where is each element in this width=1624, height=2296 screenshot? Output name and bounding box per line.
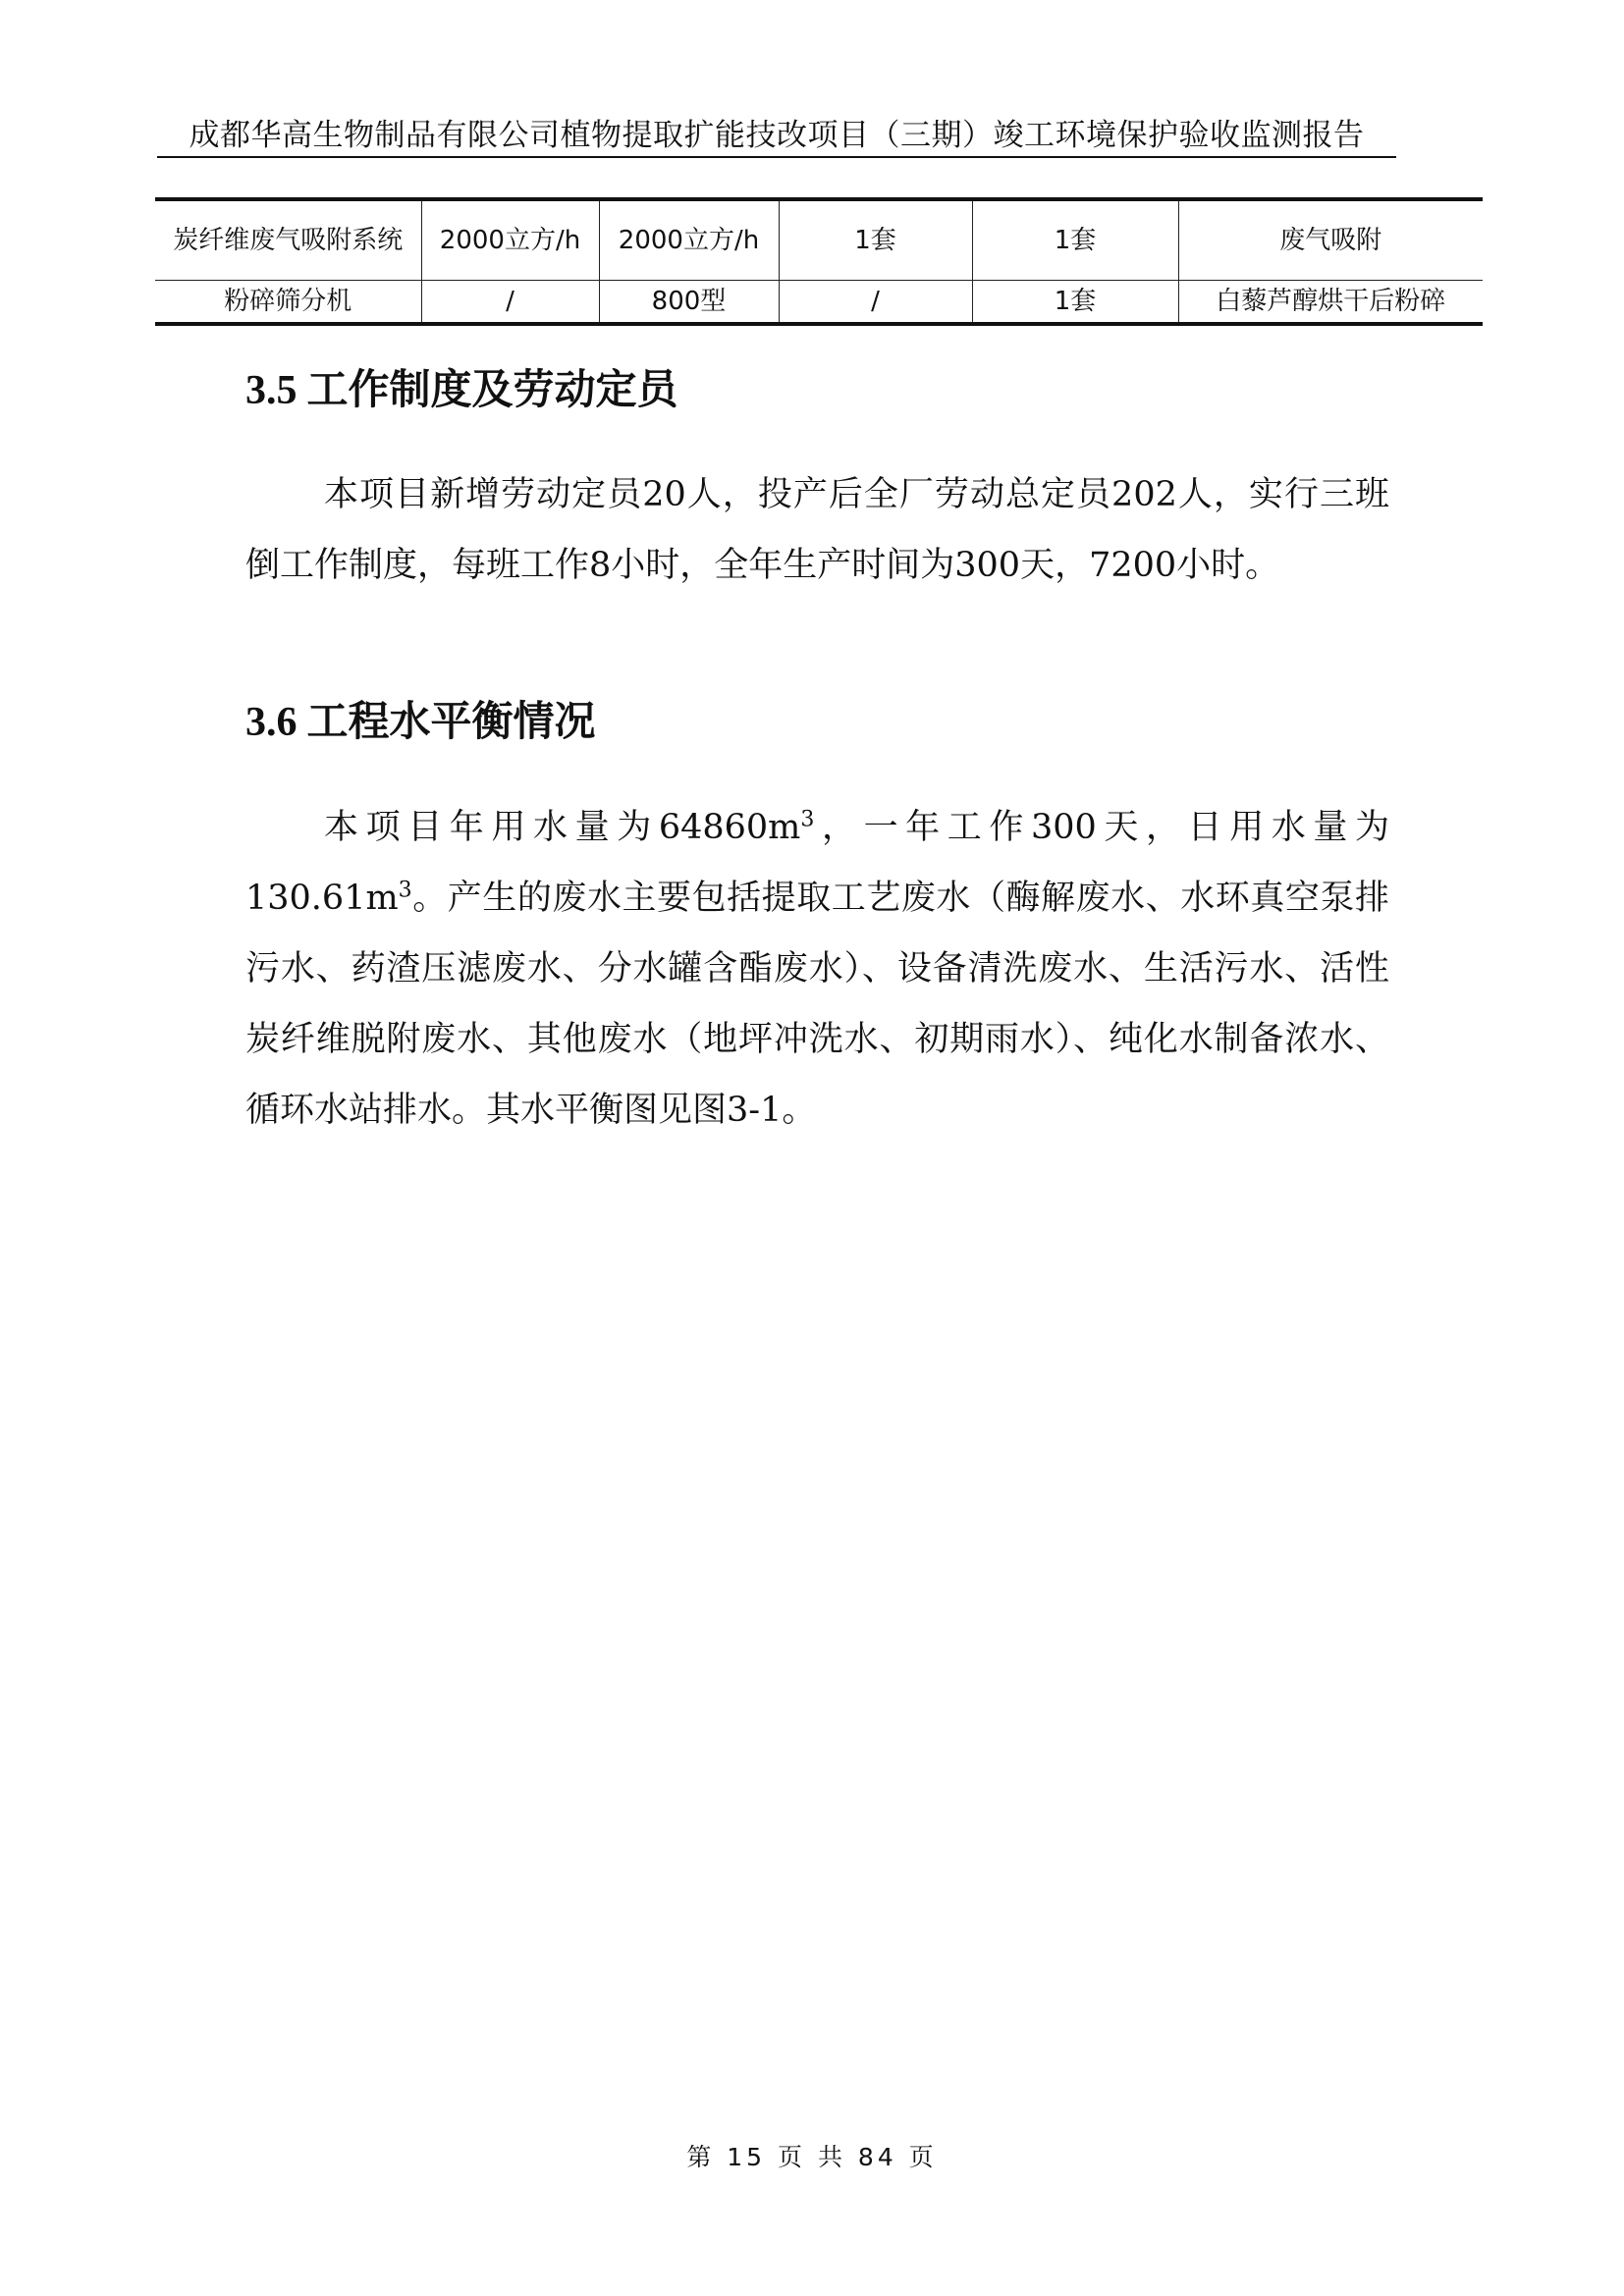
paragraph-text: 本项目年用水量为64860m: [324, 808, 801, 847]
table-cell: 2000立方/h: [599, 199, 779, 281]
table-cell: 1套: [972, 281, 1178, 325]
section-paragraph-3-6: [245, 792, 1389, 1146]
superscript: 3: [800, 807, 815, 832]
section-paragraph-3-5: 本项目新增劳动定员20人，投产后全厂劳动总定员202人，实行三班倒工作制度，每班工作8小时，全年生产时间为300天，7200小时。: [245, 475, 1389, 585]
section-heading-3-5: [245, 360, 678, 420]
table-row: [155, 281, 1483, 325]
table-cell: /: [421, 281, 599, 325]
table-cell: 粉碎筛分机: [155, 281, 421, 325]
equipment-table: [155, 197, 1483, 326]
section-number: 3.5: [245, 368, 298, 413]
header-divider: [157, 156, 1396, 158]
section-title: 工程水平衡情况: [306, 697, 596, 745]
table-cell: 800型: [599, 281, 779, 325]
table-row: [155, 199, 1483, 281]
paragraph-text: ，一年工作300天，日用水量为130.61m: [245, 808, 1389, 918]
table-cell: 1套: [972, 199, 1178, 281]
section-number: 3.6: [245, 700, 298, 745]
report-header-title: 成都华高生物制品有限公司植物提取扩能技改项目（三期）竣工环境保护验收监测报告: [189, 118, 1365, 153]
paragraph-text: 。产生的废水主要包括提取工艺废水（酶解废水、水环真空泵排污水、药渣压滤废水、分水罐含酯废水）、设备清洗废水、生活污水、活性炭纤维脱附废水、其他废水（地坪冲洗水、初期雨水）、纯化水制备浓水、循环水站排水。其水平衡图见图3-1。: [245, 879, 1389, 1130]
table-cell: 白藜芦醇烘干后粉碎: [1178, 281, 1483, 325]
table-cell: 炭纤维废气吸附系统: [155, 199, 421, 281]
section-title: 工作制度及劳动定员: [306, 365, 678, 413]
section-heading-3-6: [245, 692, 596, 752]
page-number: 第 15 页 共 84 页: [686, 2143, 938, 2171]
superscript: 3: [398, 878, 412, 903]
table-cell: 2000立方/h: [421, 199, 599, 281]
table-cell: /: [779, 281, 972, 325]
table-cell: 1套: [779, 199, 972, 281]
table-cell: 废气吸附: [1178, 199, 1483, 281]
